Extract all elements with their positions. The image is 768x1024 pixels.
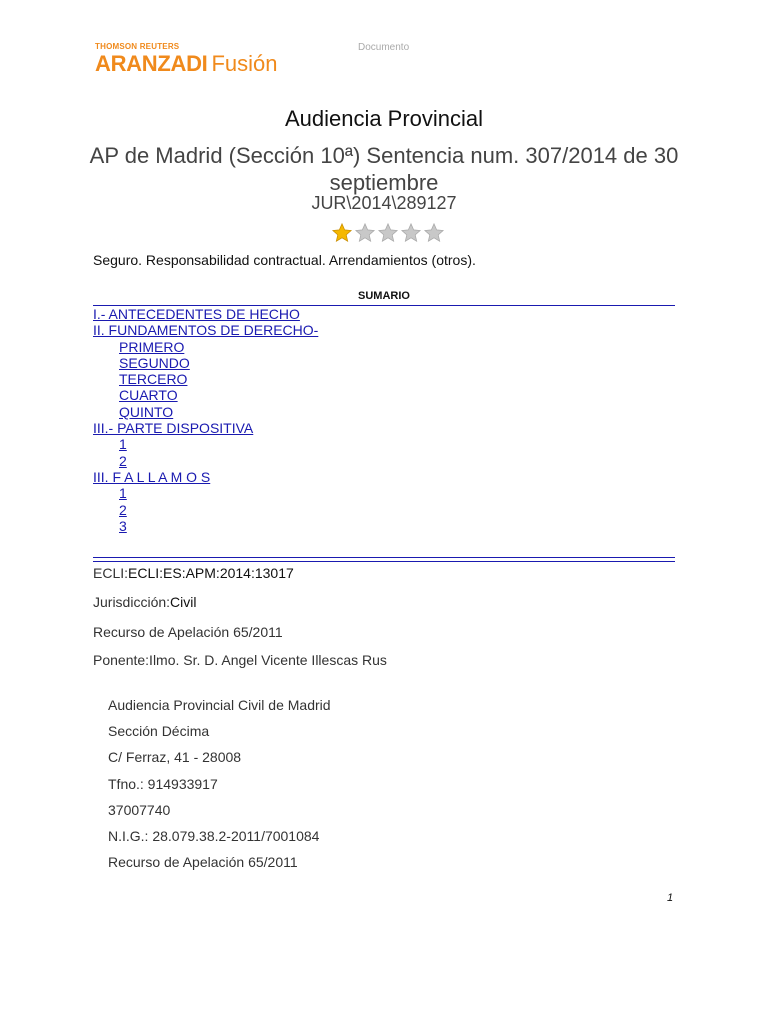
sumario-link[interactable]: 1	[119, 436, 127, 453]
court-detail-line: N.I.G.: 28.079.38.2-2011/7001084	[108, 828, 320, 845]
court-detail-line: C/ Ferraz, 41 - 28008	[108, 749, 242, 766]
court-detail-line: Recurso de Apelación 65/2011	[108, 854, 298, 871]
sumario-link[interactable]: I.- ANTECEDENTES DE HECHO	[93, 306, 300, 322]
logo-thomson-reuters: THOMSON REUTERS	[95, 42, 180, 51]
court-detail-line: 37007740	[108, 801, 171, 818]
sumario-heading: SUMARIO	[358, 290, 410, 302]
sumario-link[interactable]: 3	[119, 517, 127, 534]
aranzadi-fusion-logo	[95, 43, 278, 75]
ecli-line	[93, 565, 294, 581]
sumario-link[interactable]: TERCERO	[119, 371, 188, 388]
ecli-label: ECLI:	[93, 565, 129, 581]
jurisdiccion-line	[93, 594, 196, 610]
sumario-list	[93, 306, 318, 534]
rating-stars	[331, 222, 445, 244]
court-title: Audiencia Provincial	[284, 106, 484, 131]
logo-aranzadi: ARANZADI	[95, 51, 208, 76]
jur-reference: JUR\2014\289127	[311, 193, 457, 213]
court-details	[108, 692, 331, 875]
sumario-link[interactable]: III.- PARTE DISPOSITIVA	[93, 420, 254, 437]
sumario-link[interactable]: CUARTO	[119, 387, 178, 404]
sumario-link[interactable]: PRIMERO	[119, 338, 185, 355]
sumario-link[interactable]: 2	[119, 452, 127, 469]
document-label: Documento	[358, 42, 410, 53]
court-detail-line: Tfno.: 914933917	[108, 775, 218, 792]
star-empty-icon	[354, 222, 376, 244]
court-detail-line: Sección Décima	[108, 723, 210, 740]
sumario-link[interactable]: SEGUNDO	[119, 354, 190, 371]
star-empty-icon	[377, 222, 399, 244]
sentence-title: AP de Madrid (Sección 10ª) Sentencia num. 307/2014 de 30 septiembre	[89, 143, 679, 195]
sumario-link[interactable]: 1	[119, 485, 127, 502]
page-number: 1	[667, 892, 674, 904]
sumario-link[interactable]: II. FUNDAMENTOS DE DERECHO-	[93, 322, 319, 339]
sumario-link[interactable]: 2	[119, 501, 127, 518]
jurisdiccion-value: Civil	[170, 594, 197, 610]
ponente-line: Ponente:Ilmo. Sr. D. Angel Vicente Illescas Rus	[93, 652, 387, 668]
star-empty-icon	[400, 222, 422, 244]
sumario-link[interactable]: QUINTO	[119, 403, 174, 420]
double-divider	[93, 557, 675, 562]
subject-keywords: Seguro. Responsabilidad contractual. Arrendamientos (otros).	[93, 252, 476, 268]
court-detail-line: Audiencia Provincial Civil de Madrid	[108, 697, 331, 713]
sumario-link[interactable]: III. F A L L A M O S	[93, 468, 211, 485]
star-filled-icon	[331, 222, 353, 244]
logo-fusion: Fusión	[211, 51, 278, 76]
jurisdiccion-label: Jurisdicción:	[93, 594, 171, 610]
star-empty-icon	[423, 222, 445, 244]
ecli-value: ECLI:ES:APM:2014:13017	[128, 565, 294, 581]
recurso-line: Recurso de Apelación 65/2011	[93, 624, 283, 640]
